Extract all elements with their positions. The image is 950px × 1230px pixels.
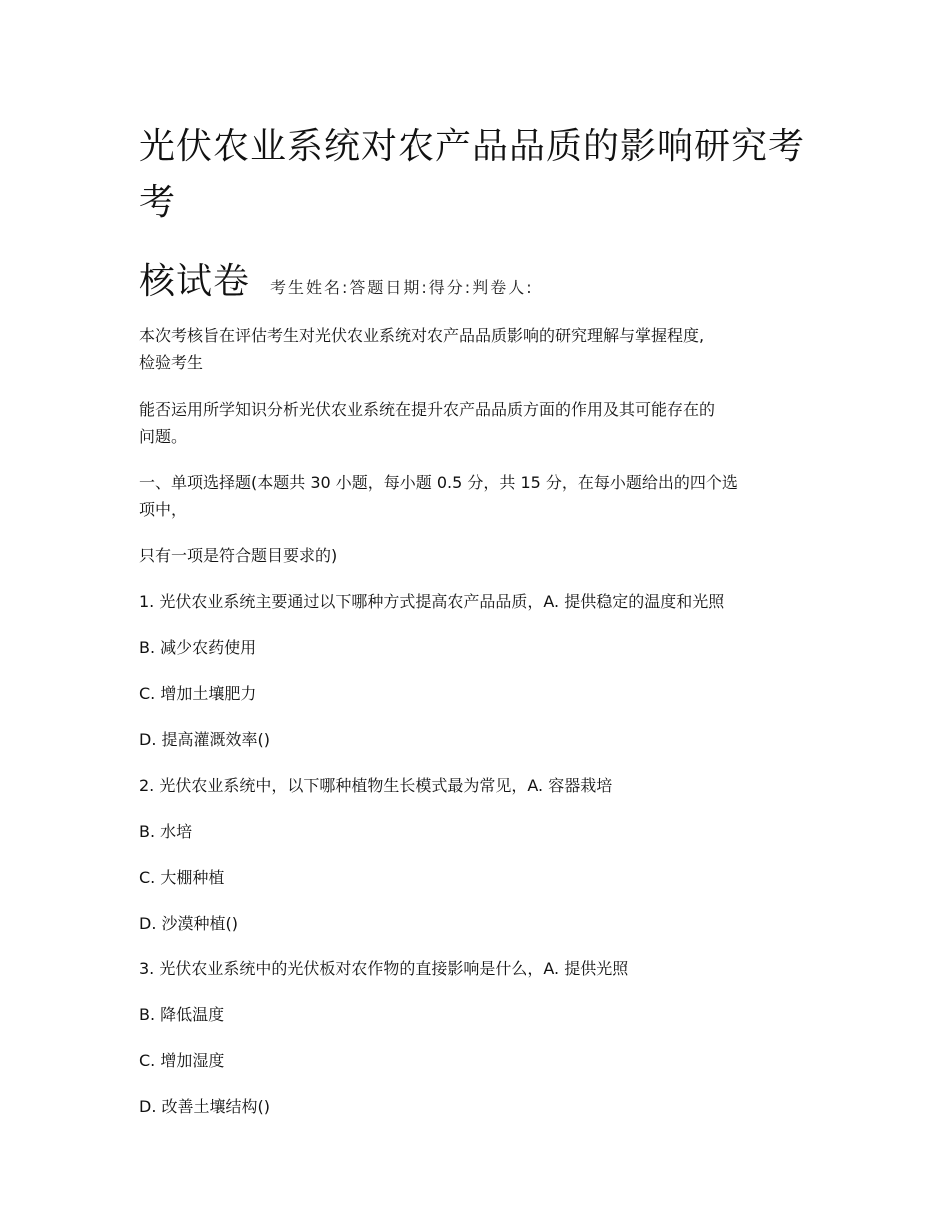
question-stem: 2. 光伏农业系统中，以下哪种植物生长模式最为常见，A. 容器栽培 — [139, 776, 613, 795]
intro-text-line-4: 问题。 — [139, 427, 188, 446]
document-subtitle: 核试卷 — [139, 261, 251, 302]
subtitle-row — [139, 260, 534, 304]
document-title-line-2: 考 — [139, 182, 177, 223]
question-option: C. 大棚种植 — [139, 868, 225, 887]
intro-text-line-3: 能否运用所学知识分析光伏农业系统在提升农产品品质方面的作用及其可能存在的 — [139, 400, 716, 419]
question-option: D. 改善土壤结构() — [139, 1097, 270, 1116]
question-option: C. 增加湿度 — [139, 1051, 225, 1070]
intro-text-line-1: 本次考核旨在评估考生对光伏农业系统对农产品品质影响的研究理解与掌握程度, — [139, 326, 705, 345]
question-option: B. 水培 — [139, 822, 193, 841]
section-heading-line-2: 项中， — [139, 500, 188, 519]
intro-text-line-2: 检验考生 — [139, 353, 204, 372]
exam-info-fields: 考生姓名:答题日期:得分:判卷人: — [270, 278, 534, 297]
question-option: C. 增加土壤肥力 — [139, 684, 257, 703]
question-option: D. 沙漠种植() — [139, 914, 238, 933]
document-title-line-1: 光伏农业系统对农产品品质的影响研究考 — [139, 126, 806, 167]
question-option: B. 降低温度 — [139, 1005, 225, 1024]
question-stem: 1. 光伏农业系统主要通过以下哪种方式提高农产品品质，A. 提供稳定的温度和光照 — [139, 592, 725, 611]
question-stem: 3. 光伏农业系统中的光伏板对农作物的直接影响是什么，A. 提供光照 — [139, 959, 629, 978]
question-option: D. 提高灌溉效率() — [139, 730, 270, 749]
section-heading-line-3: 只有一项是符合题目要求的) — [139, 546, 338, 565]
question-option: B. 减少农药使用 — [139, 638, 257, 657]
section-heading-line-1: 一、单项选择题(本题共 30 小题，每小题 0.5 分，共 15 分，在每小题给出的四个选 — [139, 473, 738, 492]
